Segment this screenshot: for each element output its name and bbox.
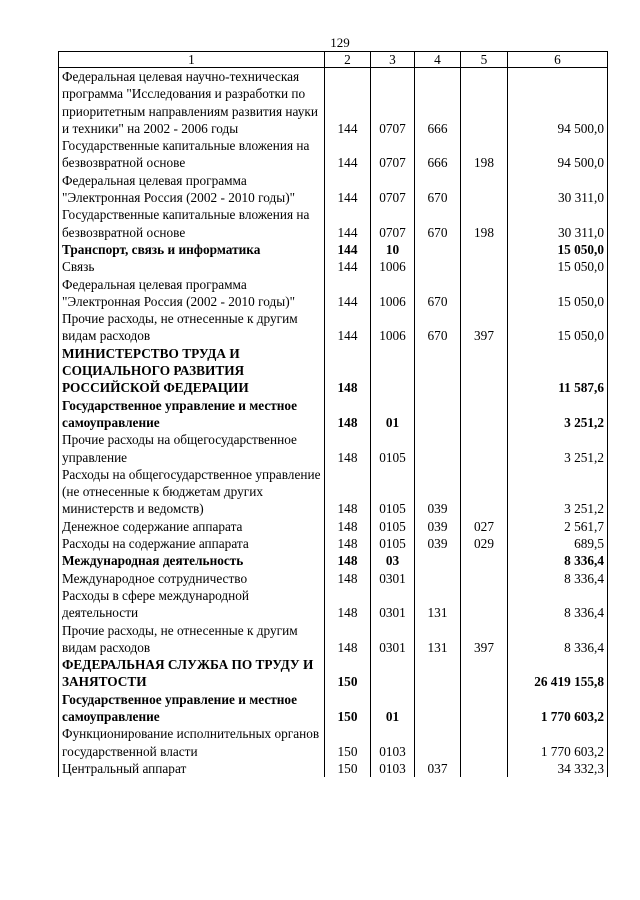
amount-cell: 3 251,2: [508, 431, 608, 466]
table-row: [59, 206, 608, 241]
row-name-cell: Расходы на содержание аппарата: [59, 535, 325, 552]
expense-type-cell: 198: [461, 137, 508, 172]
column-header: 5: [461, 52, 508, 68]
section-code-cell: 0301: [371, 622, 415, 657]
row-name-cell: Государственные капитальные вложения на безвозвратной основе: [59, 137, 325, 172]
amount-cell: 3 251,2: [508, 397, 608, 432]
target-code-cell: 131: [415, 622, 461, 657]
ministry-code-cell: 148: [325, 535, 371, 552]
ministry-code-cell: 148: [325, 552, 371, 569]
amount-cell: 15 050,0: [508, 310, 608, 345]
amount-cell: 30 311,0: [508, 206, 608, 241]
ministry-code-cell: 148: [325, 587, 371, 622]
amount-cell: 1 770 603,2: [508, 691, 608, 726]
section-code-cell: 0103: [371, 760, 415, 777]
row-name-cell: Государственные капитальные вложения на безвозвратной основе: [59, 206, 325, 241]
target-code-cell: [415, 552, 461, 569]
ministry-code-cell: 144: [325, 137, 371, 172]
section-code-cell: 01: [371, 691, 415, 726]
expense-type-cell: [461, 345, 508, 397]
amount-cell: 15 050,0: [508, 276, 608, 311]
column-header: 1: [59, 52, 325, 68]
ministry-code-cell: 148: [325, 518, 371, 535]
table-row: [59, 241, 608, 258]
row-name-cell: Прочие расходы, не отнесенные к другим видам расходов: [59, 310, 325, 345]
target-code-cell: 666: [415, 137, 461, 172]
table-row: [59, 622, 608, 657]
row-name-cell: Расходы на общегосударственное управление (не отнесенные к бюджетам других министерств и ведомств): [59, 466, 325, 518]
ministry-code-cell: 144: [325, 310, 371, 345]
row-name-cell: Расходы в сфере международной деятельности: [59, 587, 325, 622]
section-code-cell: 1006: [371, 258, 415, 275]
expense-type-cell: [461, 725, 508, 760]
amount-cell: 8 336,4: [508, 587, 608, 622]
expense-type-cell: [461, 258, 508, 275]
section-code-cell: 0707: [371, 206, 415, 241]
target-code-cell: [415, 570, 461, 587]
table-body: [59, 68, 608, 778]
table-row: [59, 137, 608, 172]
table-row: [59, 760, 608, 777]
expense-type-cell: [461, 276, 508, 311]
target-code-cell: 666: [415, 68, 461, 138]
row-name-cell: Государственное управление и местное самоуправление: [59, 691, 325, 726]
section-code-cell: 0105: [371, 466, 415, 518]
expense-type-cell: [461, 570, 508, 587]
ministry-code-cell: 150: [325, 656, 371, 691]
section-code-cell: 01: [371, 397, 415, 432]
ministry-code-cell: 148: [325, 570, 371, 587]
amount-cell: 94 500,0: [508, 68, 608, 138]
target-code-cell: 039: [415, 535, 461, 552]
section-code-cell: 0105: [371, 518, 415, 535]
section-code-cell: 0301: [371, 587, 415, 622]
ministry-code-cell: 148: [325, 622, 371, 657]
row-name-cell: Транспорт, связь и информатика: [59, 241, 325, 258]
table-row: [59, 518, 608, 535]
row-name-cell: Прочие расходы на общегосударственное управление: [59, 431, 325, 466]
column-header: 2: [325, 52, 371, 68]
section-code-cell: 03: [371, 552, 415, 569]
row-name-cell: Денежное содержание аппарата: [59, 518, 325, 535]
table-row: [59, 725, 608, 760]
ministry-code-cell: 148: [325, 397, 371, 432]
amount-cell: 8 336,4: [508, 622, 608, 657]
ministry-code-cell: 144: [325, 241, 371, 258]
section-code-cell: 0103: [371, 725, 415, 760]
row-name-cell: Государственное управление и местное самоуправление: [59, 397, 325, 432]
table-row: [59, 431, 608, 466]
ministry-code-cell: 144: [325, 276, 371, 311]
expense-type-cell: [461, 691, 508, 726]
row-name-cell: Федеральная целевая программа "Электронная Россия (2002 - 2010 годы)": [59, 172, 325, 207]
amount-cell: 3 251,2: [508, 466, 608, 518]
row-name-cell: Прочие расходы, не отнесенные к другим видам расходов: [59, 622, 325, 657]
amount-cell: 1 770 603,2: [508, 725, 608, 760]
table-row: [59, 466, 608, 518]
row-name-cell: Связь: [59, 258, 325, 275]
table-header-row: [59, 52, 608, 68]
target-code-cell: [415, 345, 461, 397]
section-code-cell: 0707: [371, 172, 415, 207]
expense-type-cell: [461, 552, 508, 569]
column-header: 3: [371, 52, 415, 68]
table-row: [59, 310, 608, 345]
amount-cell: 26 419 155,8: [508, 656, 608, 691]
column-header: 6: [508, 52, 608, 68]
section-code-cell: 0707: [371, 68, 415, 138]
row-name-cell: Международное сотрудничество: [59, 570, 325, 587]
expense-type-cell: [461, 68, 508, 138]
table-row: [59, 552, 608, 569]
table-row: [59, 535, 608, 552]
expense-type-cell: 198: [461, 206, 508, 241]
row-name-cell: Центральный аппарат: [59, 760, 325, 777]
row-name-cell: МИНИСТЕРСТВО ТРУДА И СОЦИАЛЬНОГО РАЗВИТИЯ РОССИЙСКОЙ ФЕДЕРАЦИИ: [59, 345, 325, 397]
section-code-cell: 0707: [371, 137, 415, 172]
table-row: [59, 691, 608, 726]
column-header: 4: [415, 52, 461, 68]
expense-type-cell: [461, 172, 508, 207]
section-code-cell: 0105: [371, 535, 415, 552]
expense-type-cell: 027: [461, 518, 508, 535]
target-code-cell: [415, 725, 461, 760]
target-code-cell: [415, 397, 461, 432]
ministry-code-cell: 144: [325, 172, 371, 207]
budget-table: [58, 51, 608, 777]
table-row: [59, 172, 608, 207]
target-code-cell: [415, 258, 461, 275]
target-code-cell: 670: [415, 276, 461, 311]
section-code-cell: [371, 345, 415, 397]
amount-cell: 15 050,0: [508, 258, 608, 275]
amount-cell: 689,5: [508, 535, 608, 552]
ministry-code-cell: 148: [325, 466, 371, 518]
table-row: [59, 570, 608, 587]
expense-type-cell: [461, 656, 508, 691]
section-code-cell: 10: [371, 241, 415, 258]
row-name-cell: Функционирование исполнительных органов государственной власти: [59, 725, 325, 760]
target-code-cell: [415, 691, 461, 726]
expense-type-cell: [461, 241, 508, 258]
ministry-code-cell: 148: [325, 345, 371, 397]
section-code-cell: [371, 656, 415, 691]
section-code-cell: 1006: [371, 310, 415, 345]
table-row: [59, 345, 608, 397]
expense-type-cell: [461, 760, 508, 777]
row-name-cell: Федеральная целевая научно-техническая программа "Исследования и разработки по приоритетным направлениям развития науки и техники" на 2002 - 2006 годы: [59, 68, 325, 138]
expense-type-cell: [461, 397, 508, 432]
target-code-cell: 039: [415, 518, 461, 535]
amount-cell: 8 336,4: [508, 570, 608, 587]
amount-cell: 30 311,0: [508, 172, 608, 207]
amount-cell: 2 561,7: [508, 518, 608, 535]
ministry-code-cell: 150: [325, 691, 371, 726]
table-row: [59, 276, 608, 311]
amount-cell: 15 050,0: [508, 241, 608, 258]
section-code-cell: 0301: [371, 570, 415, 587]
target-code-cell: [415, 241, 461, 258]
target-code-cell: 670: [415, 206, 461, 241]
target-code-cell: 670: [415, 172, 461, 207]
amount-cell: 34 332,3: [508, 760, 608, 777]
ministry-code-cell: 144: [325, 258, 371, 275]
ministry-code-cell: 144: [325, 68, 371, 138]
table-row: [59, 397, 608, 432]
amount-cell: 94 500,0: [508, 137, 608, 172]
target-code-cell: 039: [415, 466, 461, 518]
target-code-cell: [415, 656, 461, 691]
target-code-cell: 037: [415, 760, 461, 777]
amount-cell: 8 336,4: [508, 552, 608, 569]
expense-type-cell: [461, 431, 508, 466]
row-name-cell: Международная деятельность: [59, 552, 325, 569]
page-number: 129: [330, 35, 350, 50]
expense-type-cell: 029: [461, 535, 508, 552]
expense-type-cell: 397: [461, 310, 508, 345]
table-row: [59, 68, 608, 138]
expense-type-cell: [461, 466, 508, 518]
ministry-code-cell: 144: [325, 206, 371, 241]
target-code-cell: 670: [415, 310, 461, 345]
target-code-cell: 131: [415, 587, 461, 622]
target-code-cell: [415, 431, 461, 466]
ministry-code-cell: 150: [325, 725, 371, 760]
ministry-code-cell: 150: [325, 760, 371, 777]
amount-cell: 11 587,6: [508, 345, 608, 397]
section-code-cell: 1006: [371, 276, 415, 311]
table-row: [59, 656, 608, 691]
ministry-code-cell: 148: [325, 431, 371, 466]
row-name-cell: Федеральная целевая программа "Электронная Россия (2002 - 2010 годы)": [59, 276, 325, 311]
expense-type-cell: 397: [461, 622, 508, 657]
table-row: [59, 587, 608, 622]
table-row: [59, 258, 608, 275]
row-name-cell: ФЕДЕРАЛЬНАЯ СЛУЖБА ПО ТРУДУ И ЗАНЯТОСТИ: [59, 656, 325, 691]
expense-type-cell: [461, 587, 508, 622]
section-code-cell: 0105: [371, 431, 415, 466]
